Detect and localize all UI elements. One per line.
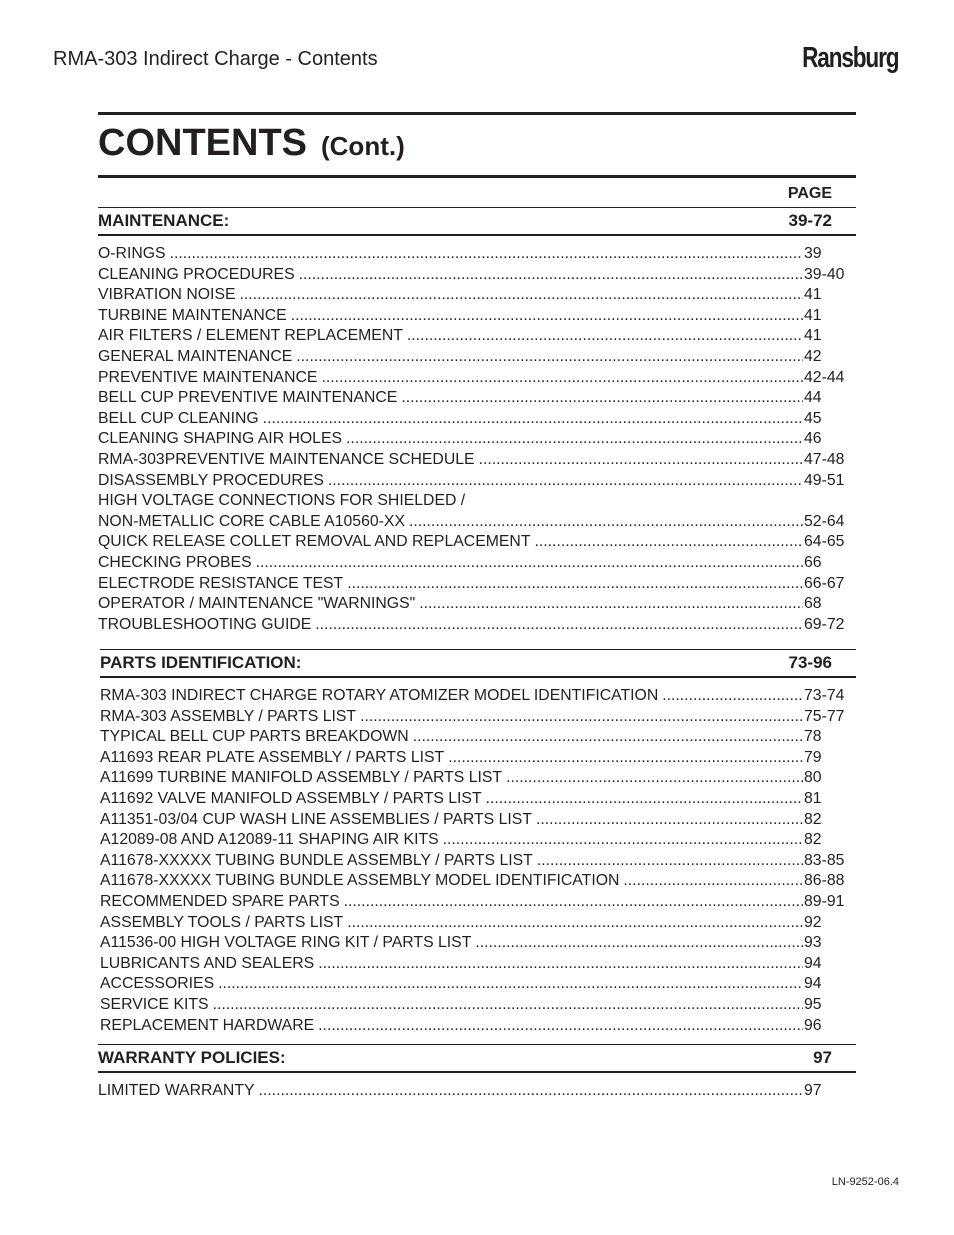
toc-entry-title: QUICK RELEASE COLLET REMOVAL AND REPLACEMENT [98,533,531,551]
toc-entry-title: HIGH VOLTAGE CONNECTIONS FOR SHIELDED / [98,492,466,510]
toc-entry-title: PREVENTIVE MAINTENANCE [98,368,318,386]
toc-entry-page: 79 [804,748,822,766]
toc-entry[interactable] [98,347,856,368]
title-cont: (Cont.) [321,131,405,161]
toc-entry-page: 97 [804,1082,822,1099]
section-label: MAINTENANCE: [98,211,230,230]
toc-entry[interactable] [98,512,856,533]
toc-entry-page: 49-51 [804,471,845,489]
dot-leader [479,450,803,471]
toc-entry-page: 39-40 [804,265,845,283]
dot-leader [218,974,803,995]
toc-entry-title: LUBRICANTS AND SEALERS [100,954,315,972]
toc-entry[interactable] [98,1081,856,1102]
toc-entry[interactable] [98,574,856,595]
toc-entry-title: A11699 TURBINE MANIFOLD ASSEMBLY / PARTS LIST [100,769,503,787]
toc-entry[interactable] [100,830,856,851]
toc-entry-page: 41 [804,306,822,324]
dot-leader [213,995,803,1016]
toc-entry-title: A12089-08 AND A12089-11 SHAPING AIR KITS [100,831,439,849]
toc-entry-title: RMA-303PREVENTIVE MAINTENANCE SCHEDULE [98,450,475,468]
toc-entry[interactable] [98,368,856,389]
section-label: WARRANTY POLICIES: [98,1048,286,1067]
brand-logo: Ransburg [801,42,898,74]
toc-entry[interactable] [100,933,856,954]
toc-entry-page: 46 [804,430,822,448]
toc-entry-title: CHECKING PROBES [98,553,252,571]
dot-leader [170,244,803,265]
toc-entry-title: NON-METALLIC CORE CABLE A10560-XX [98,512,405,530]
toc-entry-title: TROUBLESHOOTING GUIDE [98,615,312,633]
toc-entry[interactable] [100,892,856,913]
toc-entry-page: 92 [804,913,822,931]
toc-entry[interactable] [98,594,856,615]
section-label: PARTS IDENTIFICATION: [100,653,302,672]
document-number: LN-9252-06.4 [831,1176,899,1188]
dot-leader [318,1016,803,1037]
toc-entry-title: A11692 VALVE MANIFOLD ASSEMBLY / PARTS LIST [100,789,482,807]
dot-leader [296,347,803,368]
toc-entry-page: 44 [804,389,822,407]
dot-leader [318,954,803,975]
toc-entry[interactable] [100,871,856,892]
toc-entry-page: 69-72 [804,615,845,633]
toc-entry[interactable] [100,913,856,934]
title-main: CONTENTS [98,122,307,164]
toc-entry-title: A11351-03/04 CUP WASH LINE ASSEMBLIES / PARTS LIST [100,810,532,828]
toc-entry[interactable] [100,810,856,831]
toc-entry-page: 47-48 [804,450,845,468]
toc-entry-page: 89-91 [804,892,845,910]
toc-entry[interactable] [98,244,856,265]
toc-entry-page: 66-67 [804,574,845,592]
dot-leader [256,553,803,574]
toc-entry[interactable] [98,491,856,512]
dot-leader [623,871,803,892]
dot-leader [662,686,803,707]
toc-entry[interactable] [98,450,856,471]
toc-entry[interactable] [98,409,856,430]
dot-leader [443,830,803,851]
toc-entry[interactable] [100,686,856,707]
toc-entry[interactable] [100,851,856,872]
toc-entry[interactable] [98,553,856,574]
dot-leader [419,594,803,615]
toc-entry[interactable] [98,429,856,450]
toc-entry-title: VIBRATION NOISE [98,286,236,304]
toc-entry-title: SERVICE KITS [100,995,209,1013]
toc-entry-title: CLEANING PROCEDURES [98,265,295,283]
toc-entry-title: RMA-303 INDIRECT CHARGE ROTARY ATOMIZER MODEL IDENTIFICATION [100,687,659,704]
dot-leader [240,285,803,306]
section-page-range: 97 [813,1048,832,1067]
toc-entry[interactable] [98,285,856,306]
toc-entry-title: ASSEMBLY TOOLS / PARTS LIST [100,913,344,931]
toc-entry-page: 52-64 [804,512,845,530]
section-parts-identification [100,649,856,1036]
dot-leader [315,615,803,636]
section-page-range: 39-72 [788,211,832,230]
dot-leader [407,326,803,347]
toc-entry-title: RECOMMENDED SPARE PARTS [100,892,340,910]
toc-entry-title: BELL CUP PREVENTIVE MAINTENANCE [98,389,398,407]
toc-entry-title: A11678-XXXXX TUBING BUNDLE ASSEMBLY / PARTS LIST [100,851,533,869]
dot-leader [413,727,803,748]
toc-entry-page: 45 [804,409,822,427]
dot-leader [299,265,803,286]
section-warranty-policies [98,1044,856,1102]
dot-leader [291,306,803,327]
toc-entry-title: DISASSEMBLY PROCEDURES [98,471,324,489]
dot-leader [486,789,803,810]
toc-entry[interactable] [100,974,856,995]
toc-entry-title: A11693 REAR PLATE ASSEMBLY / PARTS LIST [100,748,445,766]
dot-leader [347,574,803,595]
toc-entry-page: 66 [804,553,822,571]
toc-entry[interactable] [98,326,856,347]
toc-entry[interactable] [100,707,856,728]
dot-leader [535,532,804,553]
toc-entry[interactable] [98,306,856,327]
section-header [100,649,856,678]
toc-entry-page: 42 [804,347,822,365]
dot-leader [346,429,803,450]
toc-entry-page: 80 [804,769,822,787]
toc-entry-page: 64-65 [804,533,845,551]
entry-list [98,244,856,635]
toc-entry-title: CLEANING SHAPING AIR HOLES [98,430,343,448]
toc-entry[interactable] [98,615,856,636]
toc-entry-page: 86-88 [804,872,845,890]
toc-entry-title: BELL CUP CLEANING [98,409,259,427]
toc-entry-page: 68 [804,595,822,613]
toc-entry-page: 75-77 [804,707,845,725]
toc-entry-title: GENERAL MAINTENANCE [98,347,293,365]
page-column-label: PAGE [787,185,832,202]
toc-entry-title: A11536-00 HIGH VOLTAGE RING KIT / PARTS LIST [100,934,472,952]
toc-entry[interactable] [100,748,856,769]
toc-entry[interactable] [100,1016,856,1037]
section-header [98,207,856,236]
dot-leader [263,409,803,430]
toc-entry[interactable] [100,995,856,1016]
toc-entry-page: 73-74 [804,687,845,704]
dot-leader [360,707,803,728]
section-page-range: 73-96 [788,653,832,672]
toc-entry-title: REPLACEMENT HARDWARE [100,1016,315,1034]
dot-leader [409,512,803,533]
dot-leader [344,892,803,913]
dot-leader [259,1081,803,1102]
toc-entry-title: TURBINE MAINTENANCE [98,306,287,324]
toc-entry[interactable] [100,789,856,810]
toc-entry[interactable] [98,532,856,553]
entry-list [98,1081,856,1102]
toc-entry[interactable] [98,388,856,409]
toc-entry-page: 83-85 [804,851,845,869]
toc-entry-page: 39 [804,245,822,262]
toc-entry-page: 78 [804,728,822,746]
entry-list [100,686,856,1036]
toc-entry-title: RMA-303 ASSEMBLY / PARTS LIST [100,707,357,725]
toc-entry[interactable] [98,471,856,492]
dot-leader [401,388,803,409]
dot-leader [321,368,803,389]
title-underline [98,175,856,178]
dot-leader [448,748,803,769]
toc-entry-page: 94 [804,954,822,972]
toc-entry-page: 41 [804,286,822,304]
section-header [98,1044,856,1073]
page-title [98,122,405,165]
document-title: RMA-303 Indirect Charge - Contents [53,48,378,70]
toc-entry-title: LIMITED WARRANTY [98,1082,255,1099]
dot-leader [536,810,803,831]
dot-leader [475,933,803,954]
top-rule [98,112,856,115]
toc-entry[interactable] [100,727,856,748]
toc-entry-page: 42-44 [804,368,845,386]
toc-entry-title: TYPICAL BELL CUP PARTS BREAKDOWN [100,728,409,746]
toc-entry-page: 95 [804,995,822,1013]
dot-leader [537,851,803,872]
toc-entry-title: A11678-XXXXX TUBING BUNDLE ASSEMBLY MODEL IDENTIFICATION [100,872,620,890]
toc-entry-page: 82 [804,831,822,849]
toc-entry-title: ACCESSORIES [100,975,215,993]
toc-entry-page: 41 [804,327,822,345]
toc-entry-page: 82 [804,810,822,828]
toc-entry-title: AIR FILTERS / ELEMENT REPLACEMENT [98,327,403,345]
toc-entry-page: 96 [804,1016,822,1034]
dot-leader [328,471,803,492]
toc-entry-page: 94 [804,975,822,993]
toc-entry[interactable] [100,954,856,975]
dot-leader [506,768,803,789]
toc-entry[interactable] [100,768,856,789]
dot-leader [347,913,803,934]
toc-entry-page: 93 [804,934,822,952]
toc-entry-title: OPERATOR / MAINTENANCE "WARNINGS" [98,595,416,613]
section-maintenance [98,207,856,635]
toc-entry[interactable] [98,265,856,286]
toc-entry-page: 81 [804,789,822,807]
toc-entry-title: O-RINGS [98,245,166,262]
toc-entry-title: ELECTRODE RESISTANCE TEST [98,574,344,592]
